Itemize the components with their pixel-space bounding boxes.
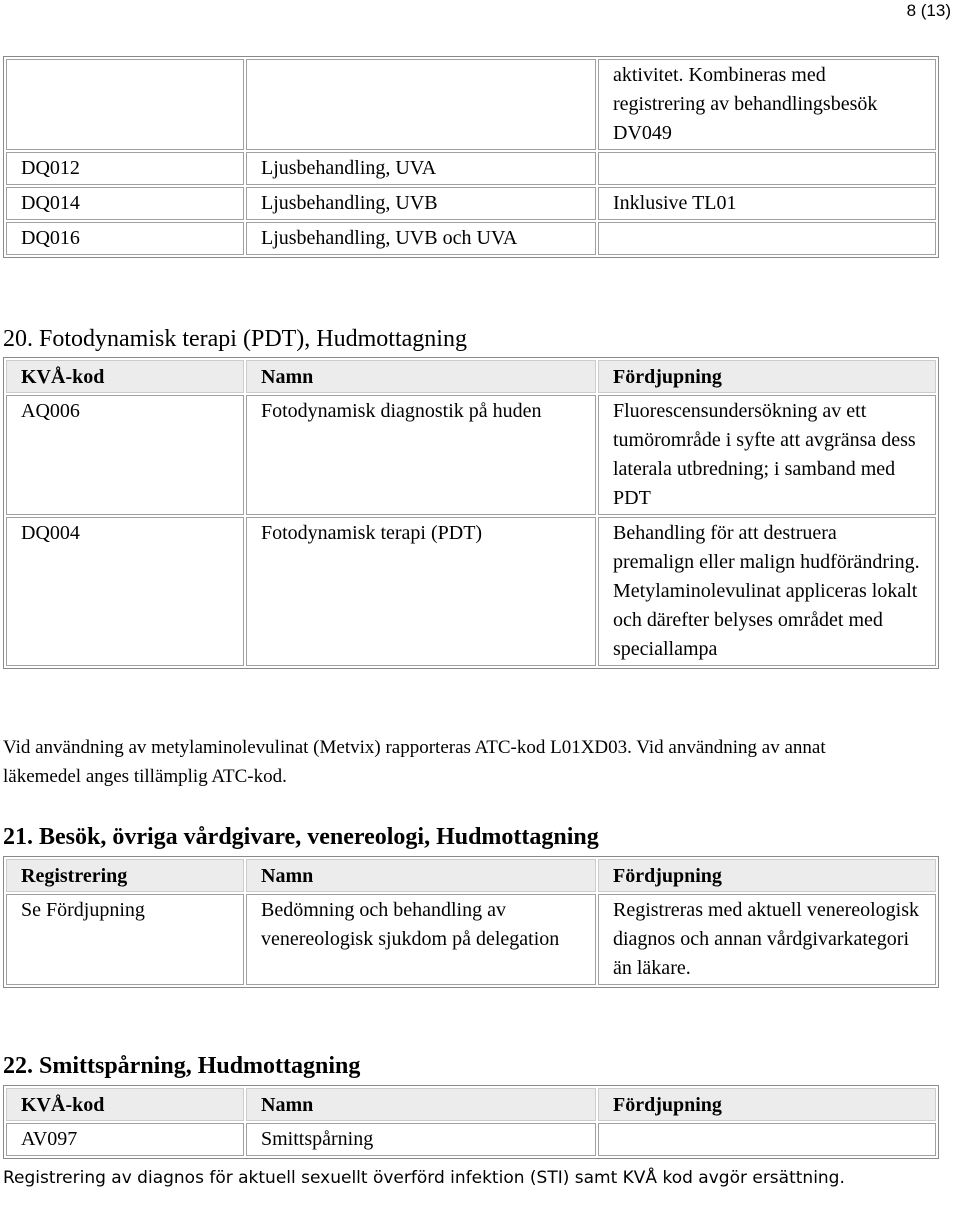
table-row: [6, 1123, 936, 1156]
section-20-heading: 20. Fotodynamisk terapi (PDT), Hudmottagning: [3, 326, 467, 352]
header-name: Namn: [246, 360, 596, 393]
table-row: [6, 395, 936, 515]
name-cell: Smittspårning: [246, 1123, 596, 1156]
detail-cell: Registreras med aktuell venereologisk diagnos och annan vårdgivarkategori än läkare.: [598, 894, 936, 985]
header-detail: Fördjupning: [598, 859, 936, 892]
table-row: [6, 187, 936, 220]
name-cell: [246, 59, 596, 150]
table-header-row: [6, 360, 936, 393]
name-cell: Fotodynamisk terapi (PDT): [246, 517, 596, 666]
name-cell: Ljusbehandling, UVB: [246, 187, 596, 220]
name-cell: Ljusbehandling, UVA: [246, 152, 596, 185]
table-row: [6, 517, 936, 666]
table-row: [6, 894, 936, 985]
name-cell: Fotodynamisk diagnostik på huden: [246, 395, 596, 515]
name-cell: Ljusbehandling, UVB och UVA: [246, 222, 596, 255]
detail-cell: [598, 1123, 936, 1156]
header-code: KVÅ-kod: [6, 360, 244, 393]
code-cell: AQ006: [6, 395, 244, 515]
code-cell: [6, 59, 244, 150]
code-cell: DQ016: [6, 222, 244, 255]
table-row: [6, 152, 936, 185]
code-cell: DQ012: [6, 152, 244, 185]
table-section-22: [3, 1085, 939, 1159]
code-cell: DQ004: [6, 517, 244, 666]
code-cell: AV097: [6, 1123, 244, 1156]
section-22-note: Registrering av diagnos för aktuell sexuellt överförd infektion (STI) samt KVÅ kod avgör ersättning.: [3, 1168, 845, 1188]
name-cell: Bedömning och behandling av venereologisk sjukdom på delegation: [246, 894, 596, 985]
detail-cell: [598, 222, 936, 255]
page-number: 8 (13): [906, 1, 951, 20]
table-header-row: [6, 859, 936, 892]
table-light-treatment: [3, 56, 939, 258]
header-name: Namn: [246, 1088, 596, 1121]
table-header-row: [6, 1088, 936, 1121]
detail-cell: Inklusive TL01: [598, 187, 936, 220]
code-cell: Se Fördjupning: [6, 894, 244, 985]
header-registration: Registrering: [6, 859, 244, 892]
table-row: [6, 222, 936, 255]
section-21-heading: 21. Besök, övriga vårdgivare, venereologi, Hudmottagning: [3, 824, 599, 850]
table-section-21: [3, 856, 939, 988]
detail-cell: [598, 152, 936, 185]
header-name: Namn: [246, 859, 596, 892]
header-detail: Fördjupning: [598, 1088, 936, 1121]
detail-cell: Fluorescensundersökning av ett tumörområde i syfte att avgränsa dess laterala utbredning; i samband med PDT: [598, 395, 936, 515]
detail-cell: Behandling för att destruera premalign eller malign hudförändring. Metylaminolevulinat appliceras lokalt och därefter belyses området med speciallampa: [598, 517, 936, 666]
section-22-heading: 22. Smittspårning, Hudmottagning: [3, 1053, 361, 1079]
section-20-note: Vid användning av metylaminolevulinat (Metvix) rapporteras ATC-kod L01XD03. Vid användning av annat läkemedel anges tillämplig ATC-kod.: [3, 737, 826, 787]
table-section-20: [3, 357, 939, 669]
header-code: KVÅ-kod: [6, 1088, 244, 1121]
code-cell: DQ014: [6, 187, 244, 220]
header-detail: Fördjupning: [598, 360, 936, 393]
detail-cell: aktivitet. Kombineras med registrering av behandlingsbesök DV049: [598, 59, 936, 150]
table-row: [6, 59, 936, 150]
